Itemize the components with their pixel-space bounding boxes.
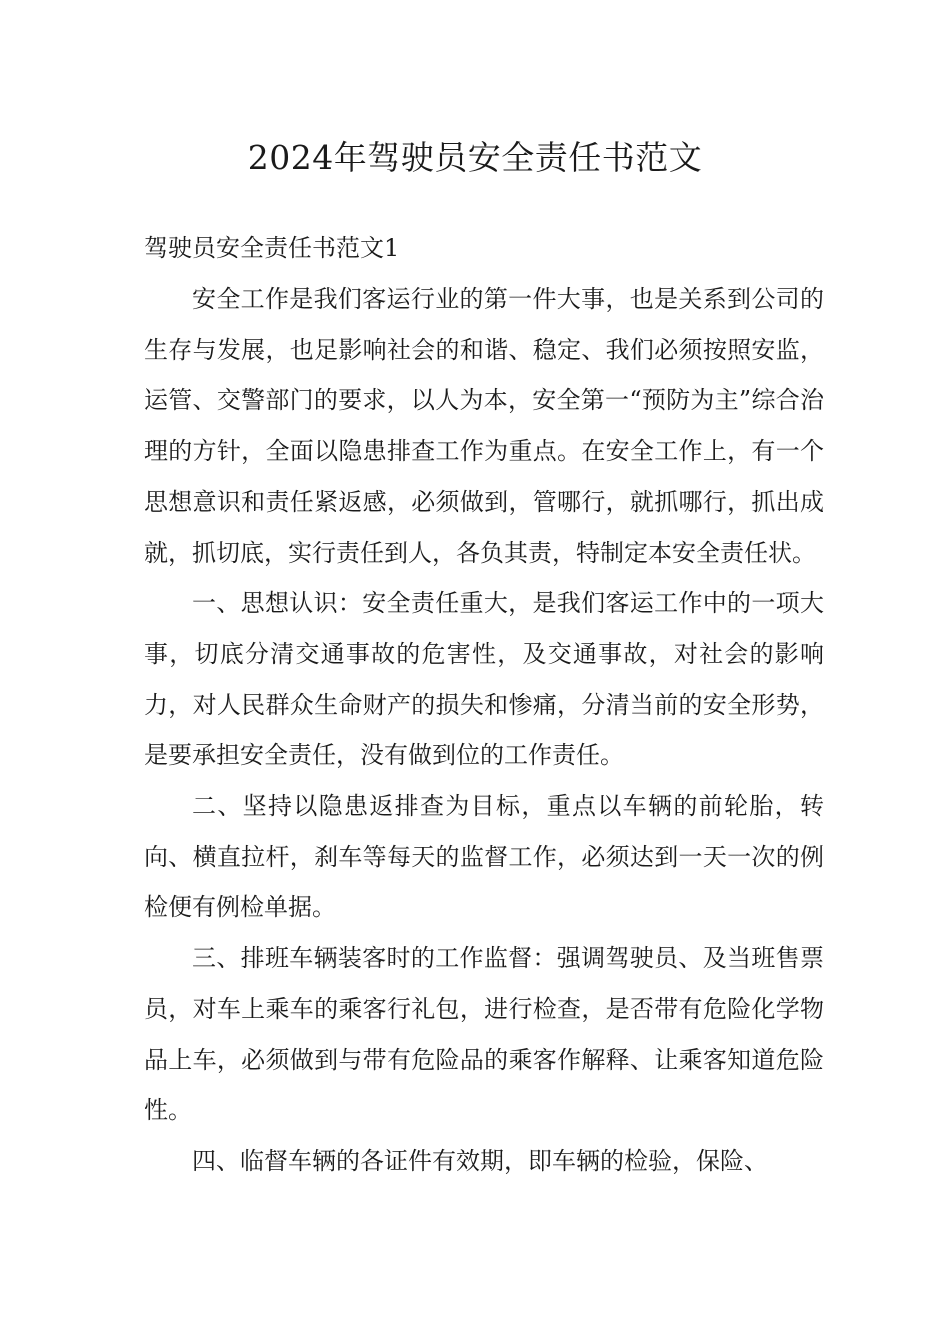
document-body xyxy=(144,274,824,1187)
paragraph-item-2: 二、坚持以隐患返排查为目标，重点以车辆的前轮胎，转向、横直拉杆，刹车等每天的监督工作，必须达到一天一次的例检便有例检单据。 xyxy=(144,792,824,922)
section-heading: 驾驶员安全责任书范文1 xyxy=(144,234,400,262)
paragraph-item-1: 一、思想认识：安全责任重大，是我们客运工作中的一项大事，切底分清交通事故的危害性，及交通事故，对社会的影响力，对人民群众生命财产的损失和惨痛，分清当前的安全形势，是要承担安全责任，没有做到位的工作责任。 xyxy=(144,589,824,770)
paragraph-item-3: 三、排班车辆装客时的工作监督：强调驾驶员、及当班售票员，对车上乘车的乘客行礼包，进行检查，是否带有危险化学物品上车，必须做到与带有危险品的乘客作解释、让乘客知道危险性。 xyxy=(144,944,824,1125)
document-title: 2024年驾驶员安全责任书范文 xyxy=(247,138,703,177)
paragraph-item-4: 四、临督车辆的各证件有效期，即车辆的检验，保险、 xyxy=(192,1146,768,1175)
paragraph-intro: 安全工作是我们客运行业的第一件大事，也是关系到公司的生存与发展，也足影响社会的和谐、稳定、我们必须按照安监，运管、交警部门的要求，以人为本，安全第一“预防为主”综合治理的方针，全面以隐患排查工作为重点。在安全工作上，有一个思想意识和责任紧返感，必须做到，管哪行，就抓哪行，抓出成就，抓切底，实行责任到人，各负其责，特制定本安全责任状。 xyxy=(144,285,824,567)
